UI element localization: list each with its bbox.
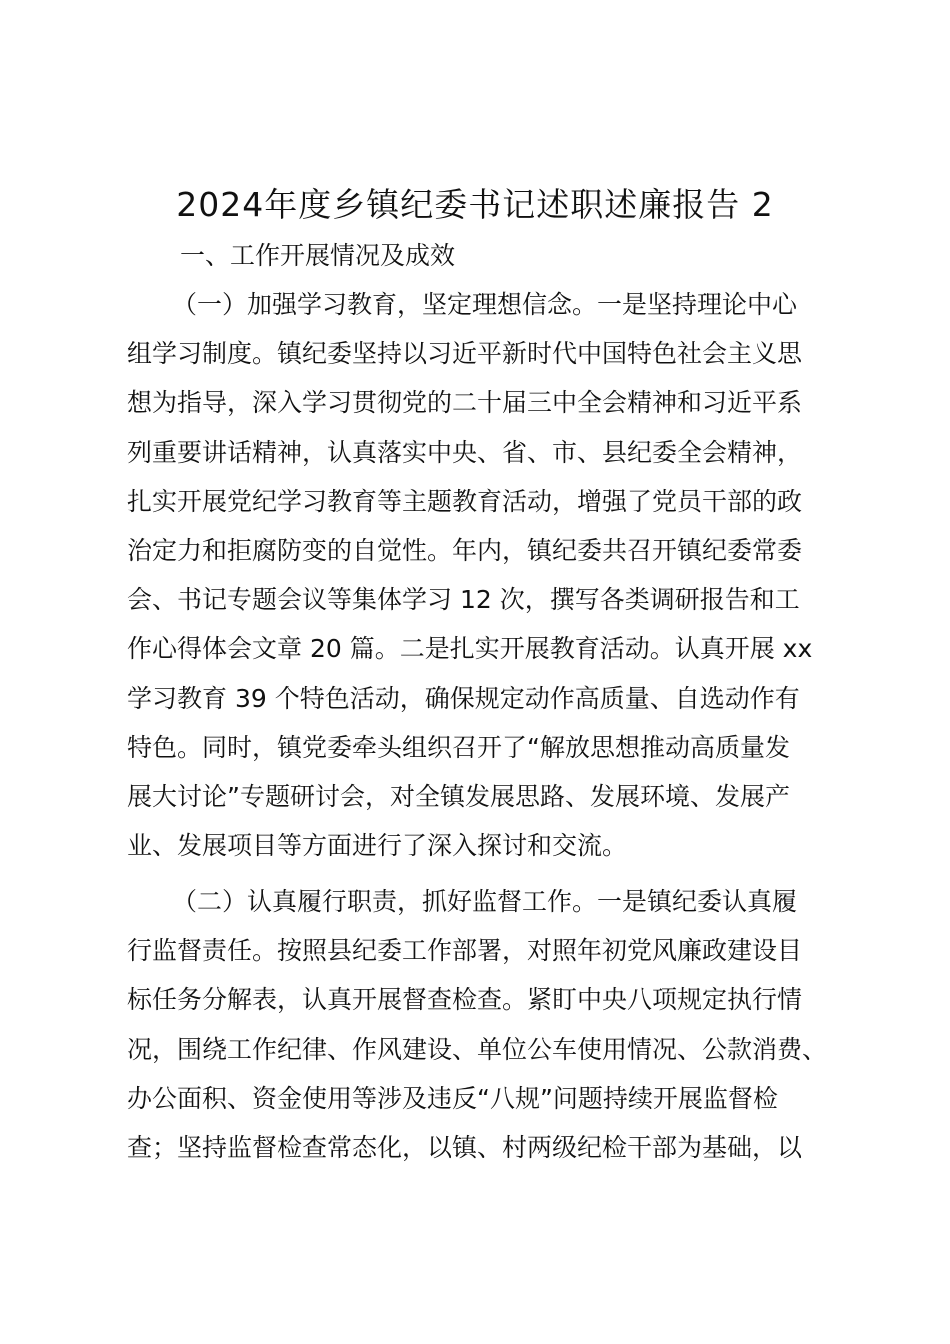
document-title: 2024年度乡镇纪委书记述职述廉报告 2: [176, 185, 774, 224]
paragraph-1: [127, 280, 839, 870]
paragraph-line: 想为指导，深入学习贯彻党的二十届三中全会精神和习近平系: [127, 388, 803, 418]
paragraph-line: 组学习制度。镇纪委坚持以习近平新时代中国特色社会主义思: [127, 339, 803, 369]
paragraph-line: 会、书记专题会议等集体学习 12 次，撰写各类调研报告和工: [127, 585, 800, 615]
paragraph-line: 特色。同时，镇党委牵头组织召开了“解放思想推动高质量发: [127, 732, 790, 762]
paragraph-line: 列重要讲话精神，认真落实中央、省、市、县纪委全会精神，: [127, 437, 803, 467]
paragraph-line: 况，围绕工作纪律、作风建设、单位公车使用情况、公款消费、: [127, 1034, 828, 1064]
paragraph-line: 展大讨论”专题研讨会，对全镇发展思路、发展环境、发展产: [127, 781, 790, 811]
paragraph-line: 办公面积、资金使用等涉及违反“八规”问题持续开展监督检: [127, 1083, 778, 1113]
section-heading: 一、工作开展情况及成效: [180, 241, 456, 270]
paragraph-line: 学习教育 39 个特色活动，确保规定动作高质量、自选动作有: [127, 683, 800, 713]
paragraph-line: 行监督责任。按照县纪委工作部署，对照年初党风廉政建设目: [127, 936, 803, 966]
paragraph-line: 作心得体会文章 20 篇。二是扎实开展教育活动。认真开展 xx: [127, 634, 813, 664]
paragraph-line: （一）加强学习教育，坚定理想信念。一是坚持理论中心: [172, 290, 798, 319]
paragraph-line: （二）认真履行职责，抓好监督工作。一是镇纪委认真履: [172, 887, 798, 916]
paragraph-line: 扎实开展党纪学习教育等主题教育活动，增强了党员干部的政: [127, 486, 803, 516]
paragraph-line: 业、发展项目等方面进行了深入探讨和交流。: [127, 831, 628, 861]
paragraph-line: 标任务分解表，认真开展督查检查。紧盯中央八项规定执行情: [127, 985, 803, 1015]
paragraph-2: [127, 877, 839, 1172]
paragraph-line: 查；坚持监督检查常态化，以镇、村两级纪检干部为基础，以: [127, 1132, 803, 1162]
paragraph-line: 治定力和拒腐防变的自觉性。年内，镇纪委共召开镇纪委常委: [127, 535, 803, 565]
